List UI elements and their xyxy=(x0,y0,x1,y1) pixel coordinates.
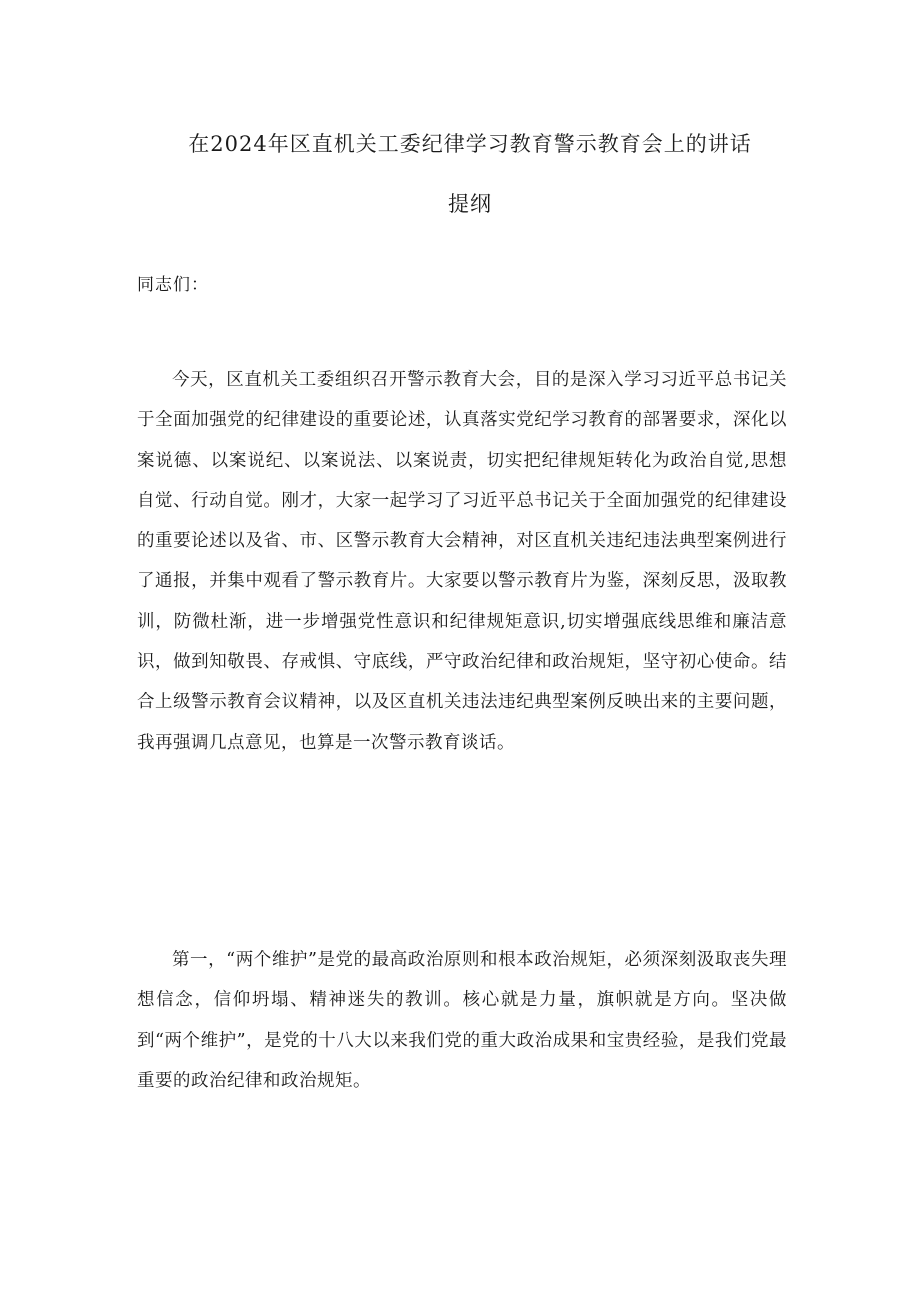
body-paragraph-2: 第一，“两个维护”是党的最高政治原则和根本政治规矩，必须深刻汲取丧失理想信念，信仰坍塌、精神迷失的教训。核心就是力量，旗帜就是方向。坚决做到“两个维护”，是党的十八大以来我们党的重大政治成果和宝贵经验，是我们党最重要的政治纪律和政治规矩。 xyxy=(137,950,787,1091)
salutation: 同志们： xyxy=(137,275,209,295)
body-paragraph-1: 今天，区直机关工委组织召开警示教育大会，目的是深入学习习近平总书记关于全面加强党的纪律建设的重要论述，认真落实党纪学习教育的部署要求，深化以案说德、以案说纪、以案说法、以案说责，切实把纪律规矩转化为政治自觉,思想自觉、行动自觉。刚才，大家一起学习了习近平总书记关于全面加强党的纪律建设的重要论述以及省、市、区警示教育大会精神，对区直机关违纪违法典型案例进行了通报，并集中观看了警示教育片。大家要以警示教育片为鉴，深刻反思，汲取教训，防微杜渐，进一步增强党性意识和纪律规矩意识,切实增强底线思维和廉洁意识，做到知敬畏、存戒惧、守底线，严守政治纪律和政治规矩，坚守初心使命。结合上级警示教育会议精神，以及区直机关违法违纪典型案例反映出来的主要问题，我再强调几点意见，也算是一次警示教育谈话。 xyxy=(137,370,787,753)
document-title-line2: 提纲 xyxy=(448,192,492,216)
document-title-line1: 在2024年区直机关工委纪律学习教育警示教育会上的讲话 xyxy=(188,132,752,156)
